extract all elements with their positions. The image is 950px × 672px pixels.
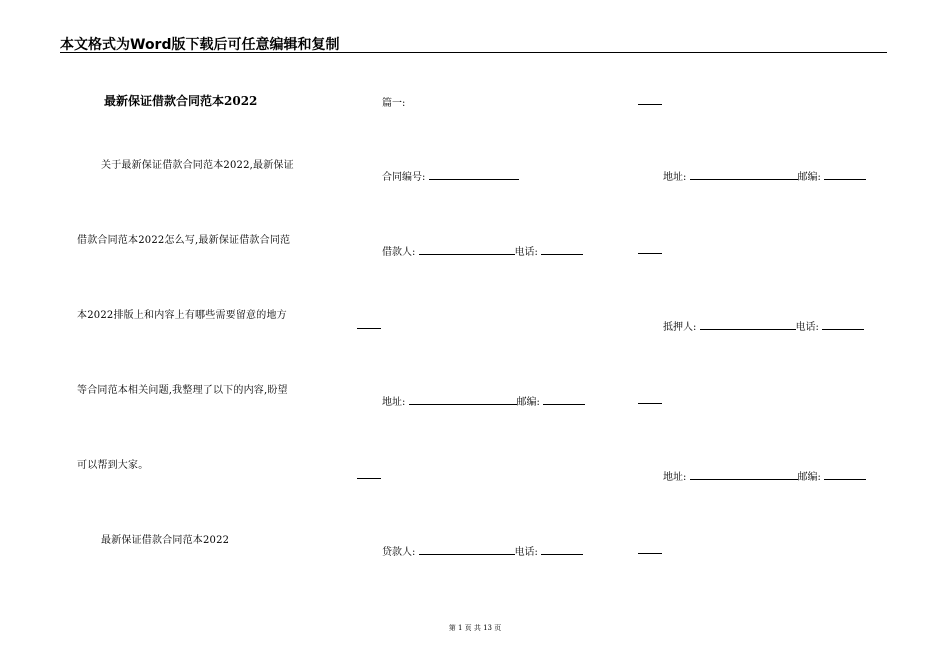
lender-blank — [419, 543, 515, 555]
postcode-label: 邮编: — [516, 397, 540, 408]
intro-line: 可以帮到大家。 — [77, 460, 149, 471]
contract-number-field — [382, 168, 519, 183]
intro-line: 本2022排版上和内容上有哪些需要留意的地方 — [77, 310, 287, 321]
contract-number-label: 合同编号: — [382, 172, 426, 183]
borrower-field — [382, 243, 583, 258]
address-blank — [690, 168, 798, 180]
blank-field — [638, 403, 662, 404]
mortgagor-field — [663, 318, 864, 333]
blank-field — [638, 104, 662, 105]
lender-label: 贷款人: — [382, 547, 416, 558]
postcode-blank — [824, 468, 866, 480]
borrower-blank — [419, 243, 515, 255]
postcode-blank — [543, 393, 585, 405]
section-label: 篇一: — [382, 98, 406, 109]
address-label: 地址: — [663, 472, 687, 483]
borrower-label: 借款人: — [382, 247, 416, 258]
phone-blank — [822, 318, 864, 330]
intro-line: 借款合同范本2022怎么写,最新保证借款合同范 — [77, 235, 291, 246]
lender-field — [382, 543, 583, 558]
postcode-label: 邮编: — [797, 472, 821, 483]
blank-field — [357, 328, 381, 329]
document-banner: 本文格式为Word版下载后可任意编辑和复制 — [60, 37, 340, 53]
phone-blank — [541, 543, 583, 555]
postcode-blank — [824, 168, 866, 180]
phone-label: 电话: — [795, 322, 819, 333]
address-label: 地址: — [663, 172, 687, 183]
blank-field — [638, 253, 662, 254]
header-divider — [60, 52, 887, 53]
address-postcode-field — [663, 468, 866, 483]
phone-label: 电话: — [514, 547, 538, 558]
blank-field — [638, 553, 662, 554]
contract-number-blank — [429, 168, 519, 180]
mortgagor-label: 抵押人: — [663, 322, 697, 333]
address-postcode-field — [663, 168, 866, 183]
intro-line: 等合同范本相关问题,我整理了以下的内容,盼望 — [77, 385, 288, 396]
document-title: 最新保证借款合同范本2022 — [104, 94, 258, 108]
phone-blank — [541, 243, 583, 255]
document-subtitle: 最新保证借款合同范本2022 — [101, 535, 230, 546]
blank-field — [357, 478, 381, 479]
address-blank — [409, 393, 517, 405]
address-label: 地址: — [382, 397, 406, 408]
page-number: 第 1 页 共 13 页 — [448, 624, 502, 632]
intro-line: 关于最新保证借款合同范本2022,最新保证 — [101, 160, 294, 171]
phone-label: 电话: — [514, 247, 538, 258]
address-postcode-field — [382, 393, 585, 408]
address-blank — [690, 468, 798, 480]
postcode-label: 邮编: — [797, 172, 821, 183]
mortgagor-blank — [700, 318, 796, 330]
